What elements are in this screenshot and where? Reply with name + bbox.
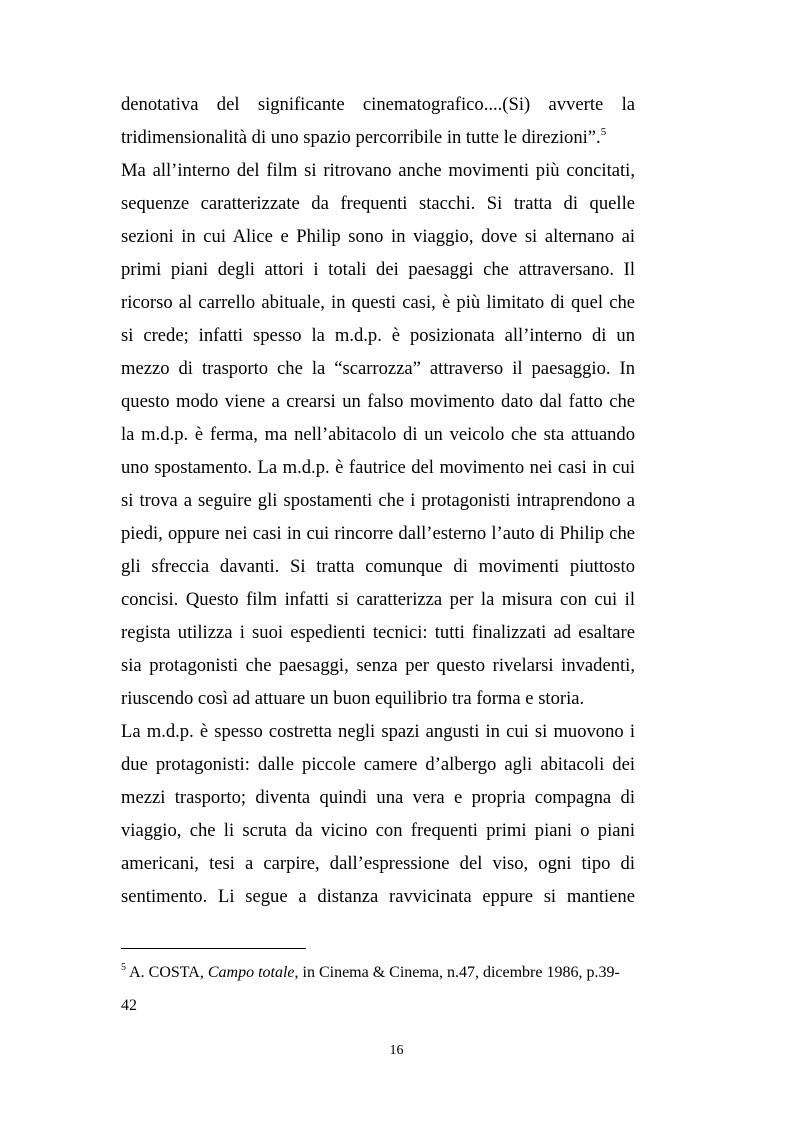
body-line-22: mezzi trasporto; diventa quindi una vera e propria compagna di xyxy=(121,787,635,808)
body-line-11: la m.d.p. è ferma, ma nell’abitacolo di un veicolo che sta attuando xyxy=(121,424,635,445)
body-line-17: regista utilizza i suoi espedienti tecnici: tutti finalizzati ad esaltare xyxy=(121,622,635,643)
body-line-16: concisi. Questo film infatti si caratterizza per la misura con cui il xyxy=(121,589,635,610)
footnote-continuation: 42 xyxy=(121,997,137,1014)
body-line-14: piedi, oppure nei casi in cui rincorre dall’esterno l’auto di Philip che xyxy=(121,523,635,544)
footnote-mark: 5 xyxy=(121,962,126,973)
body-line-18: sia protagonisti che paesaggi, senza per questo rivelarsi invadenti, xyxy=(121,655,635,676)
body-line-24: americani, tesi a carpire, dall’espressione del viso, ogni tipo di xyxy=(121,853,635,874)
body-line-10: questo modo viene a crearsi un falso movimento dato dal fatto che xyxy=(121,391,635,412)
body-line-5: sezioni in cui Alice e Philip sono in viaggio, dove si alternano ai xyxy=(121,226,635,247)
body-line-25: sentimento. Li segue a distanza ravvicinata eppure si mantiene xyxy=(121,886,635,907)
footnote-rest: , in Cinema & Cinema, n.47, dicembre 1986, p.39- xyxy=(294,964,620,981)
body-line-12: uno spostamento. La m.d.p. è fautrice del movimento nei casi in cui xyxy=(121,457,635,478)
footnote-reference[interactable]: 5 xyxy=(600,126,607,138)
body-line-1: denotativa del significante cinematografico....(Si) avverte la xyxy=(121,94,635,115)
body-line-15: gli sfreccia davanti. Si tratta comunque di movimenti piuttosto xyxy=(121,556,635,577)
body-line-20: La m.d.p. è spesso costretta negli spazi angusti in cui si muovono i xyxy=(121,721,635,742)
body-line-23: viaggio, che li scruta da vicino con frequenti primi piani o piani xyxy=(121,820,635,841)
body-line-2-text: tridimensionalità di uno spazio percorribile in tutte le direzioni”. xyxy=(121,127,601,148)
body-line-7: ricorso al carrello abituale, in questi casi, è più limitato di quel che xyxy=(121,292,635,313)
footnote-title: Campo totale xyxy=(207,964,295,981)
body-line-9: mezzo di trasporto che la “scarrozza” attraverso il paesaggio. In xyxy=(121,358,635,379)
footnote-author: A. COSTA, xyxy=(126,964,208,981)
body-line-8: si crede; infatti spesso la m.d.p. è posizionata all’interno di un xyxy=(121,325,635,346)
footnote xyxy=(121,963,635,985)
page-number: 16 xyxy=(389,1043,404,1058)
footnote-separator xyxy=(121,948,306,949)
body-line-21: due protagonisti: dalle piccole camere d’albergo agli abitacoli dei xyxy=(121,754,635,775)
body-line-13: si trova a seguire gli spostamenti che i protagonisti intraprendono a xyxy=(121,490,635,511)
body-line-2 xyxy=(121,127,635,151)
body-line-19: riuscendo così ad attuare un buon equilibrio tra forma e storia. xyxy=(121,688,585,709)
body-line-3: Ma all’interno del film si ritrovano anche movimenti più concitati, xyxy=(121,160,635,181)
body-line-4: sequenze caratterizzate da frequenti stacchi. Si tratta di quelle xyxy=(121,193,635,214)
body-line-6: primi piani degli attori i totali dei paesaggi che attraversano. Il xyxy=(121,259,635,280)
